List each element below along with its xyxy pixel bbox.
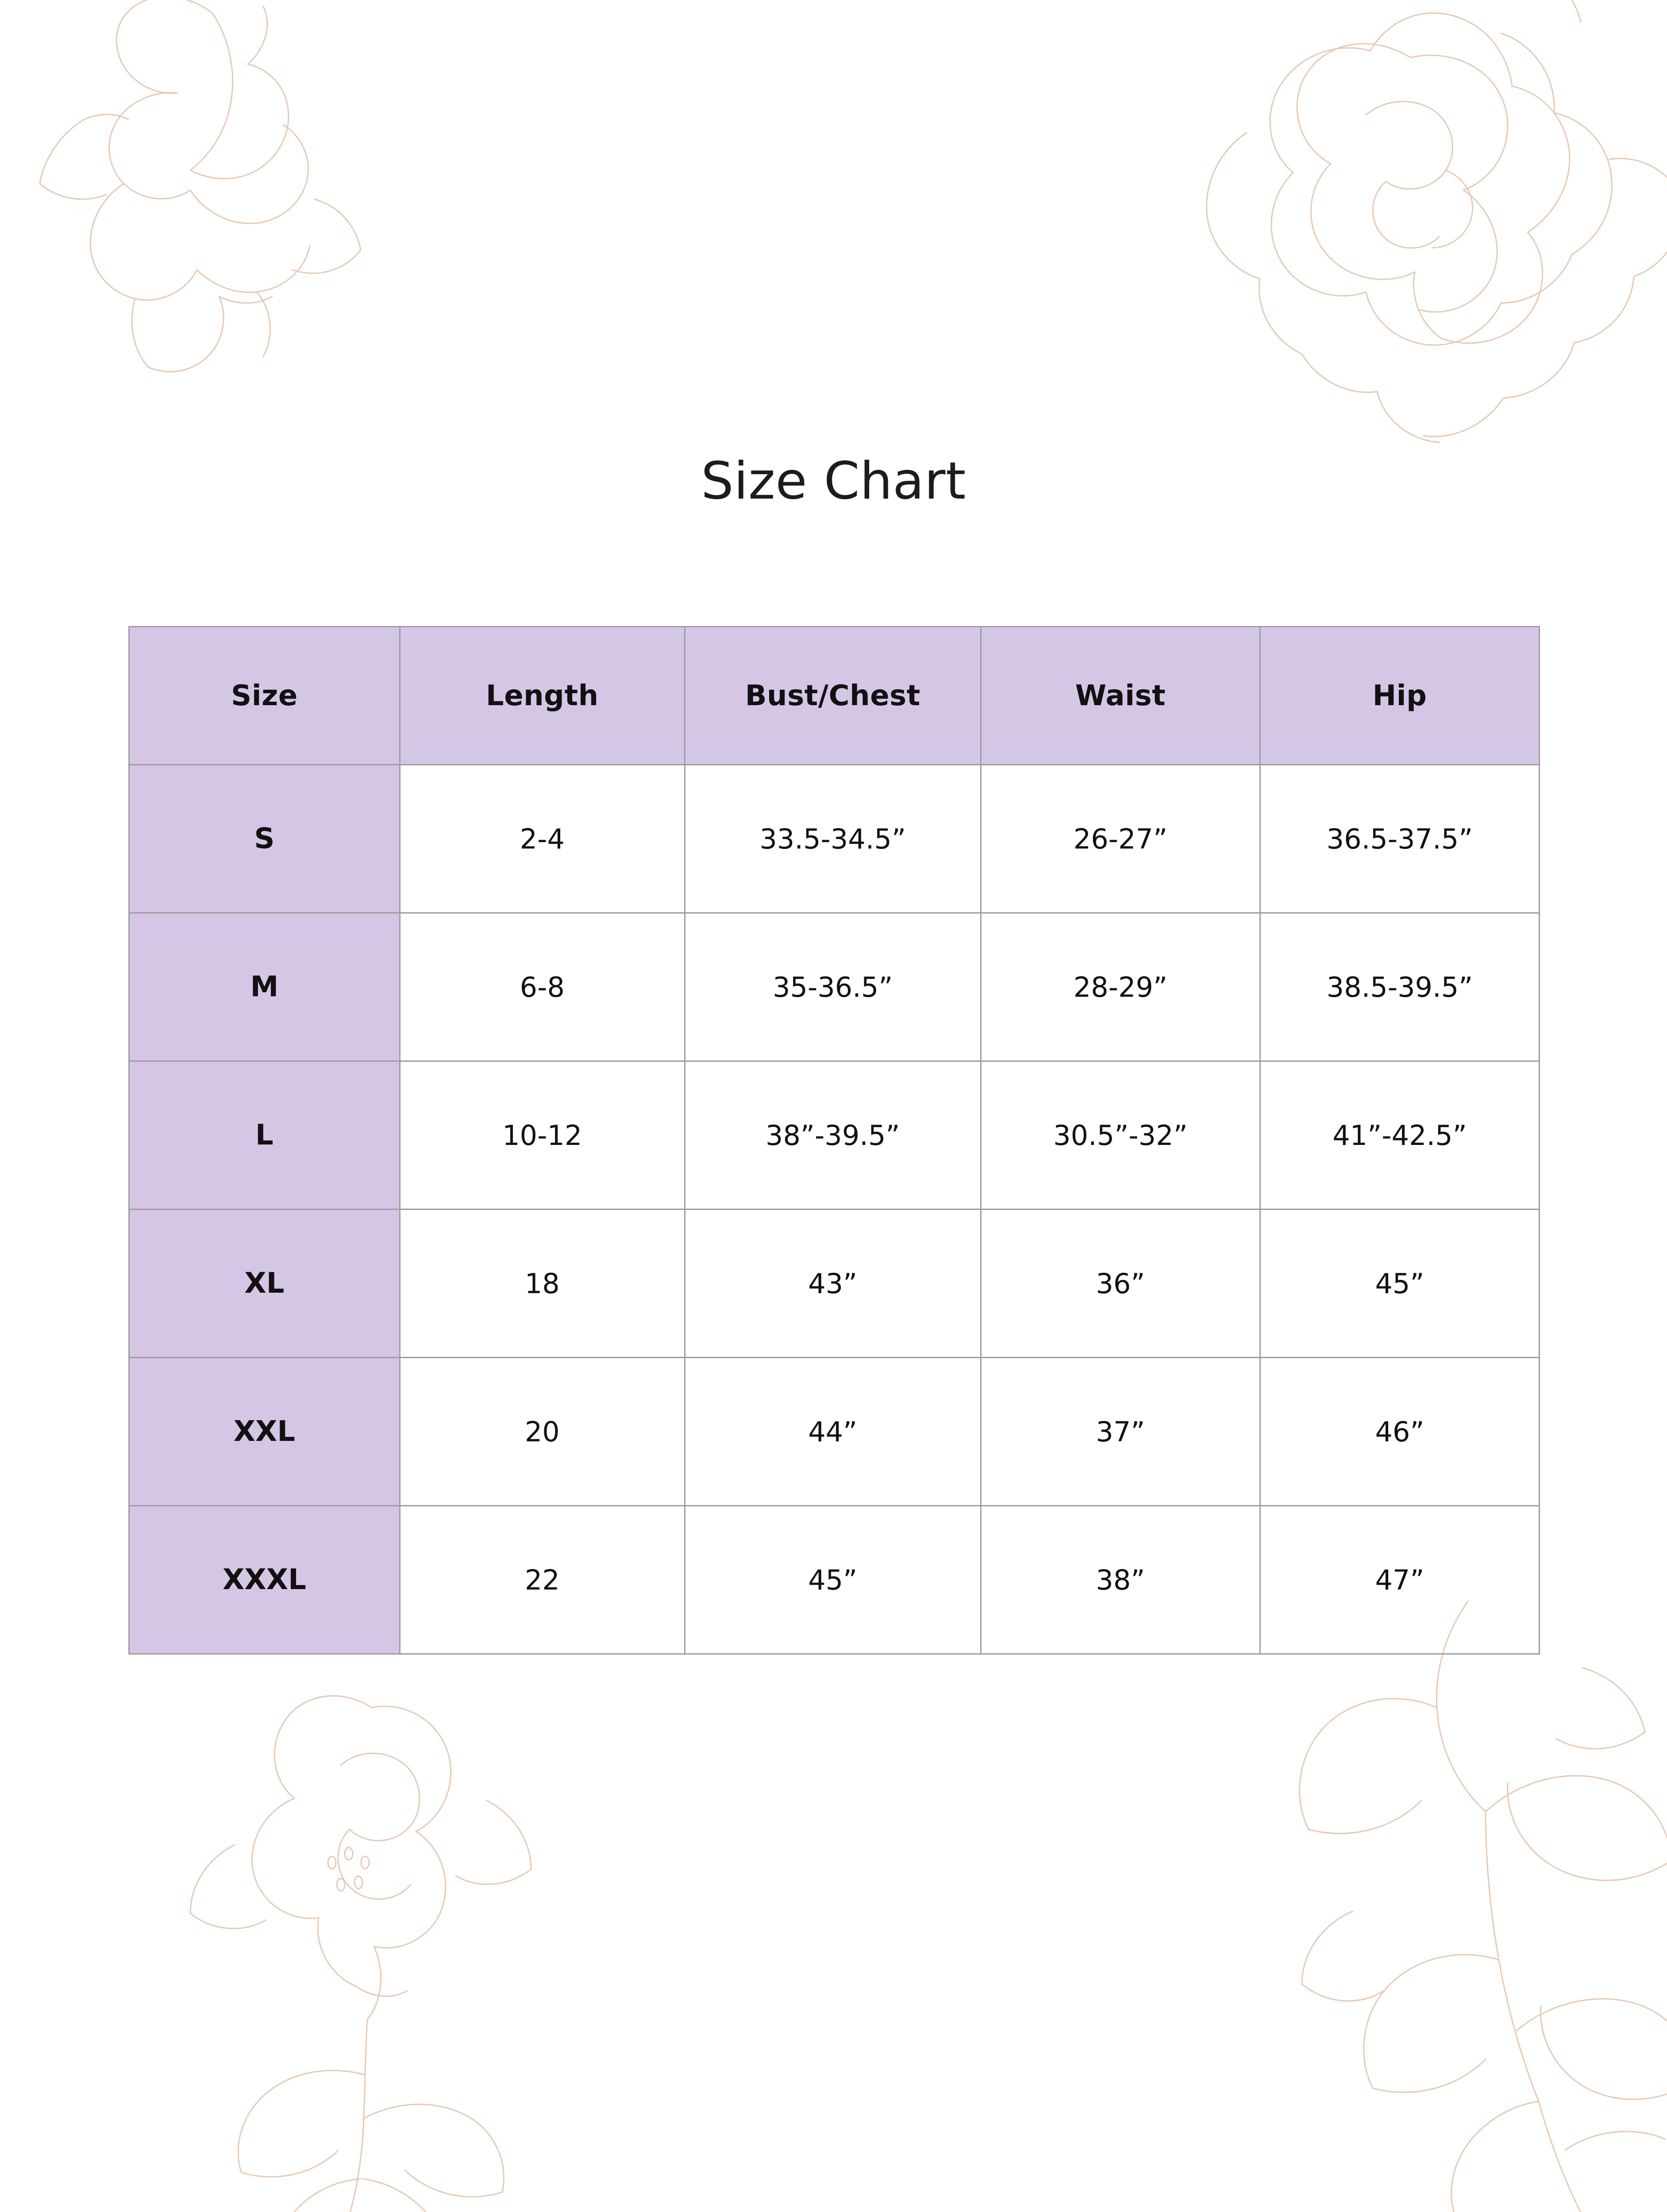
table-row: [129, 1210, 1540, 1358]
cell-bust-chest: 44”: [685, 1358, 981, 1506]
cell-bust-chest: 33.5-34.5”: [685, 765, 981, 913]
table-row: [129, 765, 1540, 913]
cell-waist: 30.5”-32”: [981, 1061, 1260, 1210]
cell-waist: 37”: [981, 1358, 1260, 1506]
cell-size: XXXL: [129, 1506, 400, 1654]
cell-hip: 45”: [1260, 1210, 1539, 1358]
cell-length: 2-4: [400, 765, 685, 913]
cell-bust-chest: 43”: [685, 1210, 981, 1358]
size-chart-table-wrapper: [128, 626, 1540, 1655]
cell-size: XXL: [129, 1358, 400, 1506]
cell-bust-chest: 35-36.5”: [685, 913, 981, 1061]
cell-bust-chest: 45”: [685, 1506, 981, 1654]
cell-hip: 36.5-37.5”: [1260, 765, 1539, 913]
cell-waist: 36”: [981, 1210, 1260, 1358]
column-header-size: Size: [129, 627, 400, 765]
cell-length: 6-8: [400, 913, 685, 1061]
cell-bust-chest: 38”-39.5”: [685, 1061, 981, 1210]
cell-length: 10-12: [400, 1061, 685, 1210]
table-header-row: [129, 627, 1540, 765]
column-header-waist: Waist: [981, 627, 1260, 765]
column-header-hip: Hip: [1260, 627, 1539, 765]
table-header: [129, 627, 1540, 765]
cell-length: 18: [400, 1210, 685, 1358]
cell-hip: 47”: [1260, 1506, 1539, 1654]
column-header-length: Length: [400, 627, 685, 765]
cell-size: L: [129, 1061, 400, 1210]
cell-size: S: [129, 765, 400, 913]
cell-hip: 41”-42.5”: [1260, 1061, 1539, 1210]
cell-waist: 38”: [981, 1506, 1260, 1654]
table-row: [129, 1061, 1540, 1210]
cell-length: 22: [400, 1506, 685, 1654]
size-chart-table: [128, 626, 1540, 1655]
page-title: Size Chart: [701, 451, 966, 511]
column-header-bust-chest: Bust/Chest: [685, 627, 981, 765]
cell-hip: 46”: [1260, 1358, 1539, 1506]
table-body: [129, 765, 1540, 1654]
table-row: [129, 1506, 1540, 1654]
cell-size: XL: [129, 1210, 400, 1358]
cell-length: 20: [400, 1358, 685, 1506]
table-row: [129, 1358, 1540, 1506]
cell-hip: 38.5-39.5”: [1260, 913, 1539, 1061]
cell-waist: 28-29”: [981, 913, 1260, 1061]
cell-size: M: [129, 913, 400, 1061]
table-row: [129, 913, 1540, 1061]
cell-waist: 26-27”: [981, 765, 1260, 913]
